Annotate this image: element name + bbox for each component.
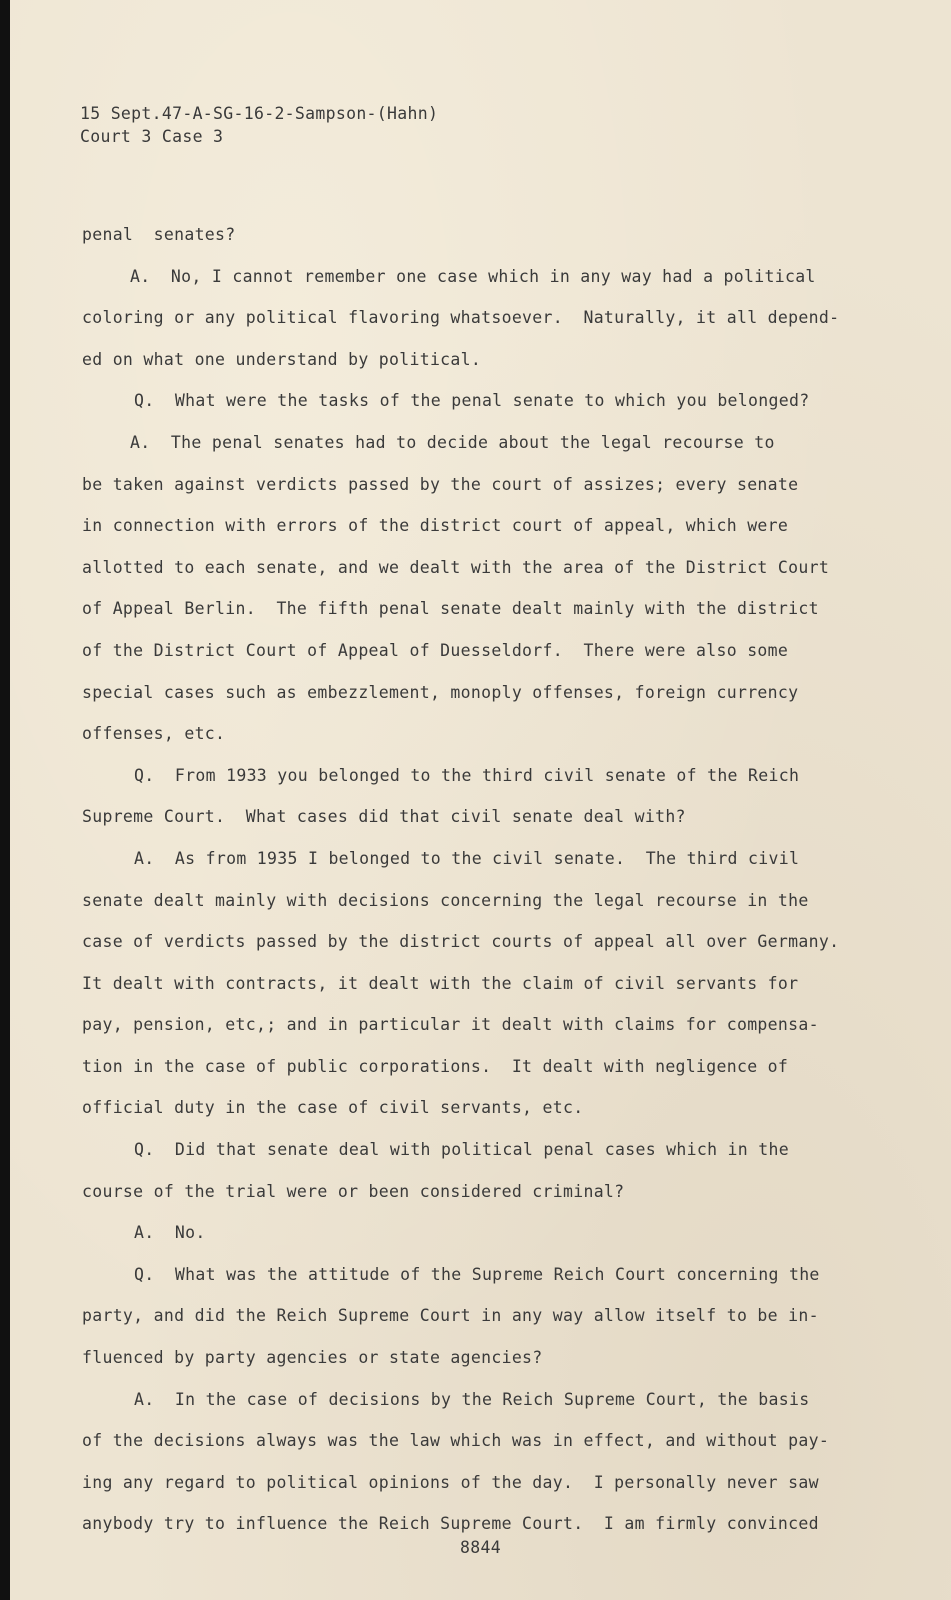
transcript-line: case of verdicts passed by the district courts of appeal all over Germany. xyxy=(82,932,840,952)
transcript-line: penal senates? xyxy=(82,225,236,244)
transcript-line: ing any regard to political opinions of the day. I personally never saw xyxy=(82,1472,819,1492)
transcript-line: ed on what one understand by political. xyxy=(82,349,482,369)
transcript-line: course of the trial were or been considered criminal? xyxy=(82,1181,625,1201)
transcript-line: A. No, I cannot remember one case which in any way had a political xyxy=(130,266,816,286)
transcript-line: Q. What was the attitude of the Supreme Reich Court concerning the xyxy=(134,1264,820,1284)
document-page xyxy=(10,0,951,1600)
transcript-line: fluenced by party agencies or state agencies? xyxy=(82,1348,543,1368)
transcript-line: coloring or any political flavoring whatsoever. Naturally, it all depend- xyxy=(82,308,840,328)
transcript-line: senate dealt mainly with decisions concerning the legal recourse in the xyxy=(82,890,809,910)
header-line-1: 15 Sept.47-A-SG-16-2-Sampson-(Hahn) xyxy=(80,104,439,123)
transcript-line: Supreme Court. What cases did that civil senate deal with? xyxy=(82,807,686,827)
transcript-line: anybody try to influence the Reich Supreme Court. I am firmly convinced xyxy=(82,1514,819,1534)
transcript-line: be taken against verdicts passed by the court of assizes; every senate xyxy=(82,474,799,494)
transcript-line: of the decisions always was the law which was in effect, and without pay- xyxy=(82,1431,830,1451)
transcript-line: Q. Did that senate deal with political penal cases which in the xyxy=(134,1140,789,1160)
transcript-line: special cases such as embezzlement, monoply offenses, foreign currency xyxy=(82,682,799,702)
transcript-line: offenses, etc. xyxy=(82,724,226,744)
transcript-line: tion in the case of public corporations. It dealt with negligence of xyxy=(82,1056,789,1076)
transcript-line: pay, pension, etc,; and in particular it dealt with claims for compensa- xyxy=(82,1015,819,1035)
header-line-2: Court 3 Case 3 xyxy=(80,127,224,146)
transcript-body xyxy=(82,224,872,1555)
transcript-line: of the District Court of Appeal of Duesseldorf. There were also some xyxy=(82,640,789,660)
left-edge-binding xyxy=(0,0,10,1600)
transcript-line: allotted to each senate, and we dealt with the area of the District Court xyxy=(82,557,830,577)
transcript-line: party, and did the Reich Supreme Court in any way allow itself to be in- xyxy=(82,1306,819,1326)
transcript-line: A. As from 1935 I belonged to the civil senate. The third civil xyxy=(134,848,800,868)
transcript-line: It dealt with contracts, it dealt with the claim of civil servants for xyxy=(82,973,799,993)
transcript-line: of Appeal Berlin. The fifth penal senate dealt mainly with the district xyxy=(82,599,819,619)
transcript-line: Q. What were the tasks of the penal senate to which you belonged? xyxy=(134,391,810,411)
page-number: 8844 xyxy=(460,1538,501,1557)
document-header xyxy=(80,102,438,148)
transcript-line: A. In the case of decisions by the Reich Supreme Court, the basis xyxy=(134,1389,810,1409)
transcript-line: A. The penal senates had to decide about the legal recourse to xyxy=(130,432,775,452)
transcript-line: in connection with errors of the district court of appeal, which were xyxy=(82,516,789,536)
transcript-line: Q. From 1933 you belonged to the third civil senate of the Reich xyxy=(134,765,800,785)
transcript-line: official duty in the case of civil servants, etc. xyxy=(82,1098,584,1118)
transcript-line: A. No. xyxy=(134,1223,206,1243)
